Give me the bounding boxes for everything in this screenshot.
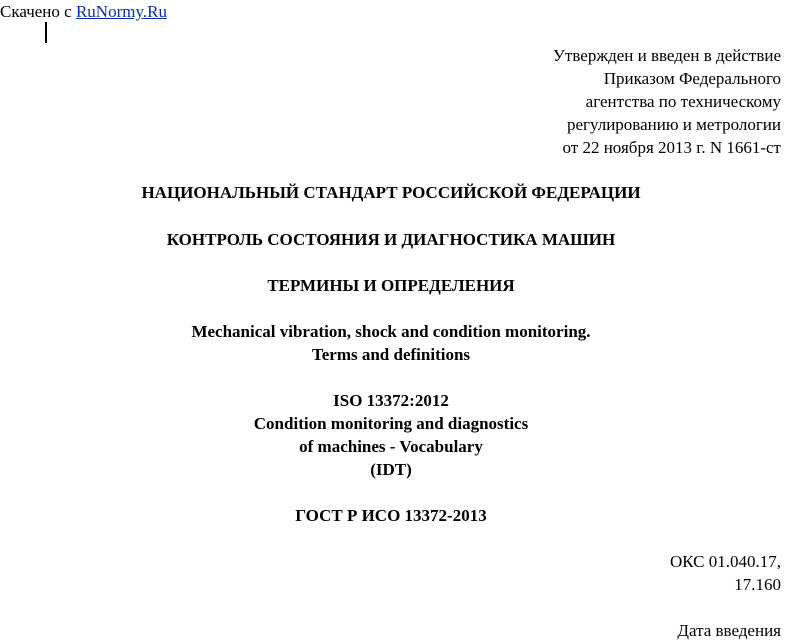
intro-date-label: Дата введения xyxy=(677,621,781,640)
iso-relation: (IDT) xyxy=(370,460,412,479)
oks-classification xyxy=(670,550,781,596)
standard-title-ru xyxy=(0,228,782,251)
approval-line: Приказом Федерального xyxy=(603,69,781,88)
iso-title-line1: Condition monitoring and diagnostics xyxy=(253,414,529,433)
oks-line2: 17.160 xyxy=(734,575,781,594)
standard-subtitle-ru xyxy=(0,274,782,297)
source-prefix: Скачено с xyxy=(0,2,76,21)
intro-date xyxy=(677,619,781,642)
national-standard-heading xyxy=(0,181,782,204)
gost-number-text: ГОСТ Р ИСО 13372-2013 xyxy=(295,506,487,525)
gost-number xyxy=(0,504,782,527)
text-cursor xyxy=(45,22,47,43)
iso-number: ISO 13372:2012 xyxy=(333,391,449,410)
approval-line: Утвержден и введен в действие xyxy=(552,46,781,65)
standard-subtitle-ru-text: ТЕРМИНЫ И ОПРЕДЕЛЕНИЯ xyxy=(267,276,515,295)
standard-title-en-line1: Mechanical vibration, shock and condition monitoring. xyxy=(191,322,591,341)
standard-title-en-line2: Terms and definitions xyxy=(311,345,471,364)
national-standard-text: НАЦИОНАЛЬНЫЙ СТАНДАРТ РОССИЙСКОЙ ФЕДЕРАЦИИ xyxy=(141,183,641,202)
standard-title-ru-text: КОНТРОЛЬ СОСТОЯНИЯ И ДИАГНОСТИКА МАШИН xyxy=(166,230,616,249)
approval-line: от 22 ноября 2013 г. N 1661-ст xyxy=(562,138,781,157)
iso-title-line2: of machines - Vocabulary xyxy=(299,437,483,456)
approval-line: агентства по техническому xyxy=(585,92,781,111)
oks-line1: ОКС 01.040.17, xyxy=(669,552,781,571)
approval-block xyxy=(553,44,781,159)
iso-reference xyxy=(0,389,782,481)
source-line xyxy=(0,0,167,23)
approval-line: регулированию и метрологии xyxy=(566,115,781,134)
standard-title-en xyxy=(0,320,782,366)
runormy-link[interactable]: RuNormy.Ru xyxy=(75,2,167,21)
